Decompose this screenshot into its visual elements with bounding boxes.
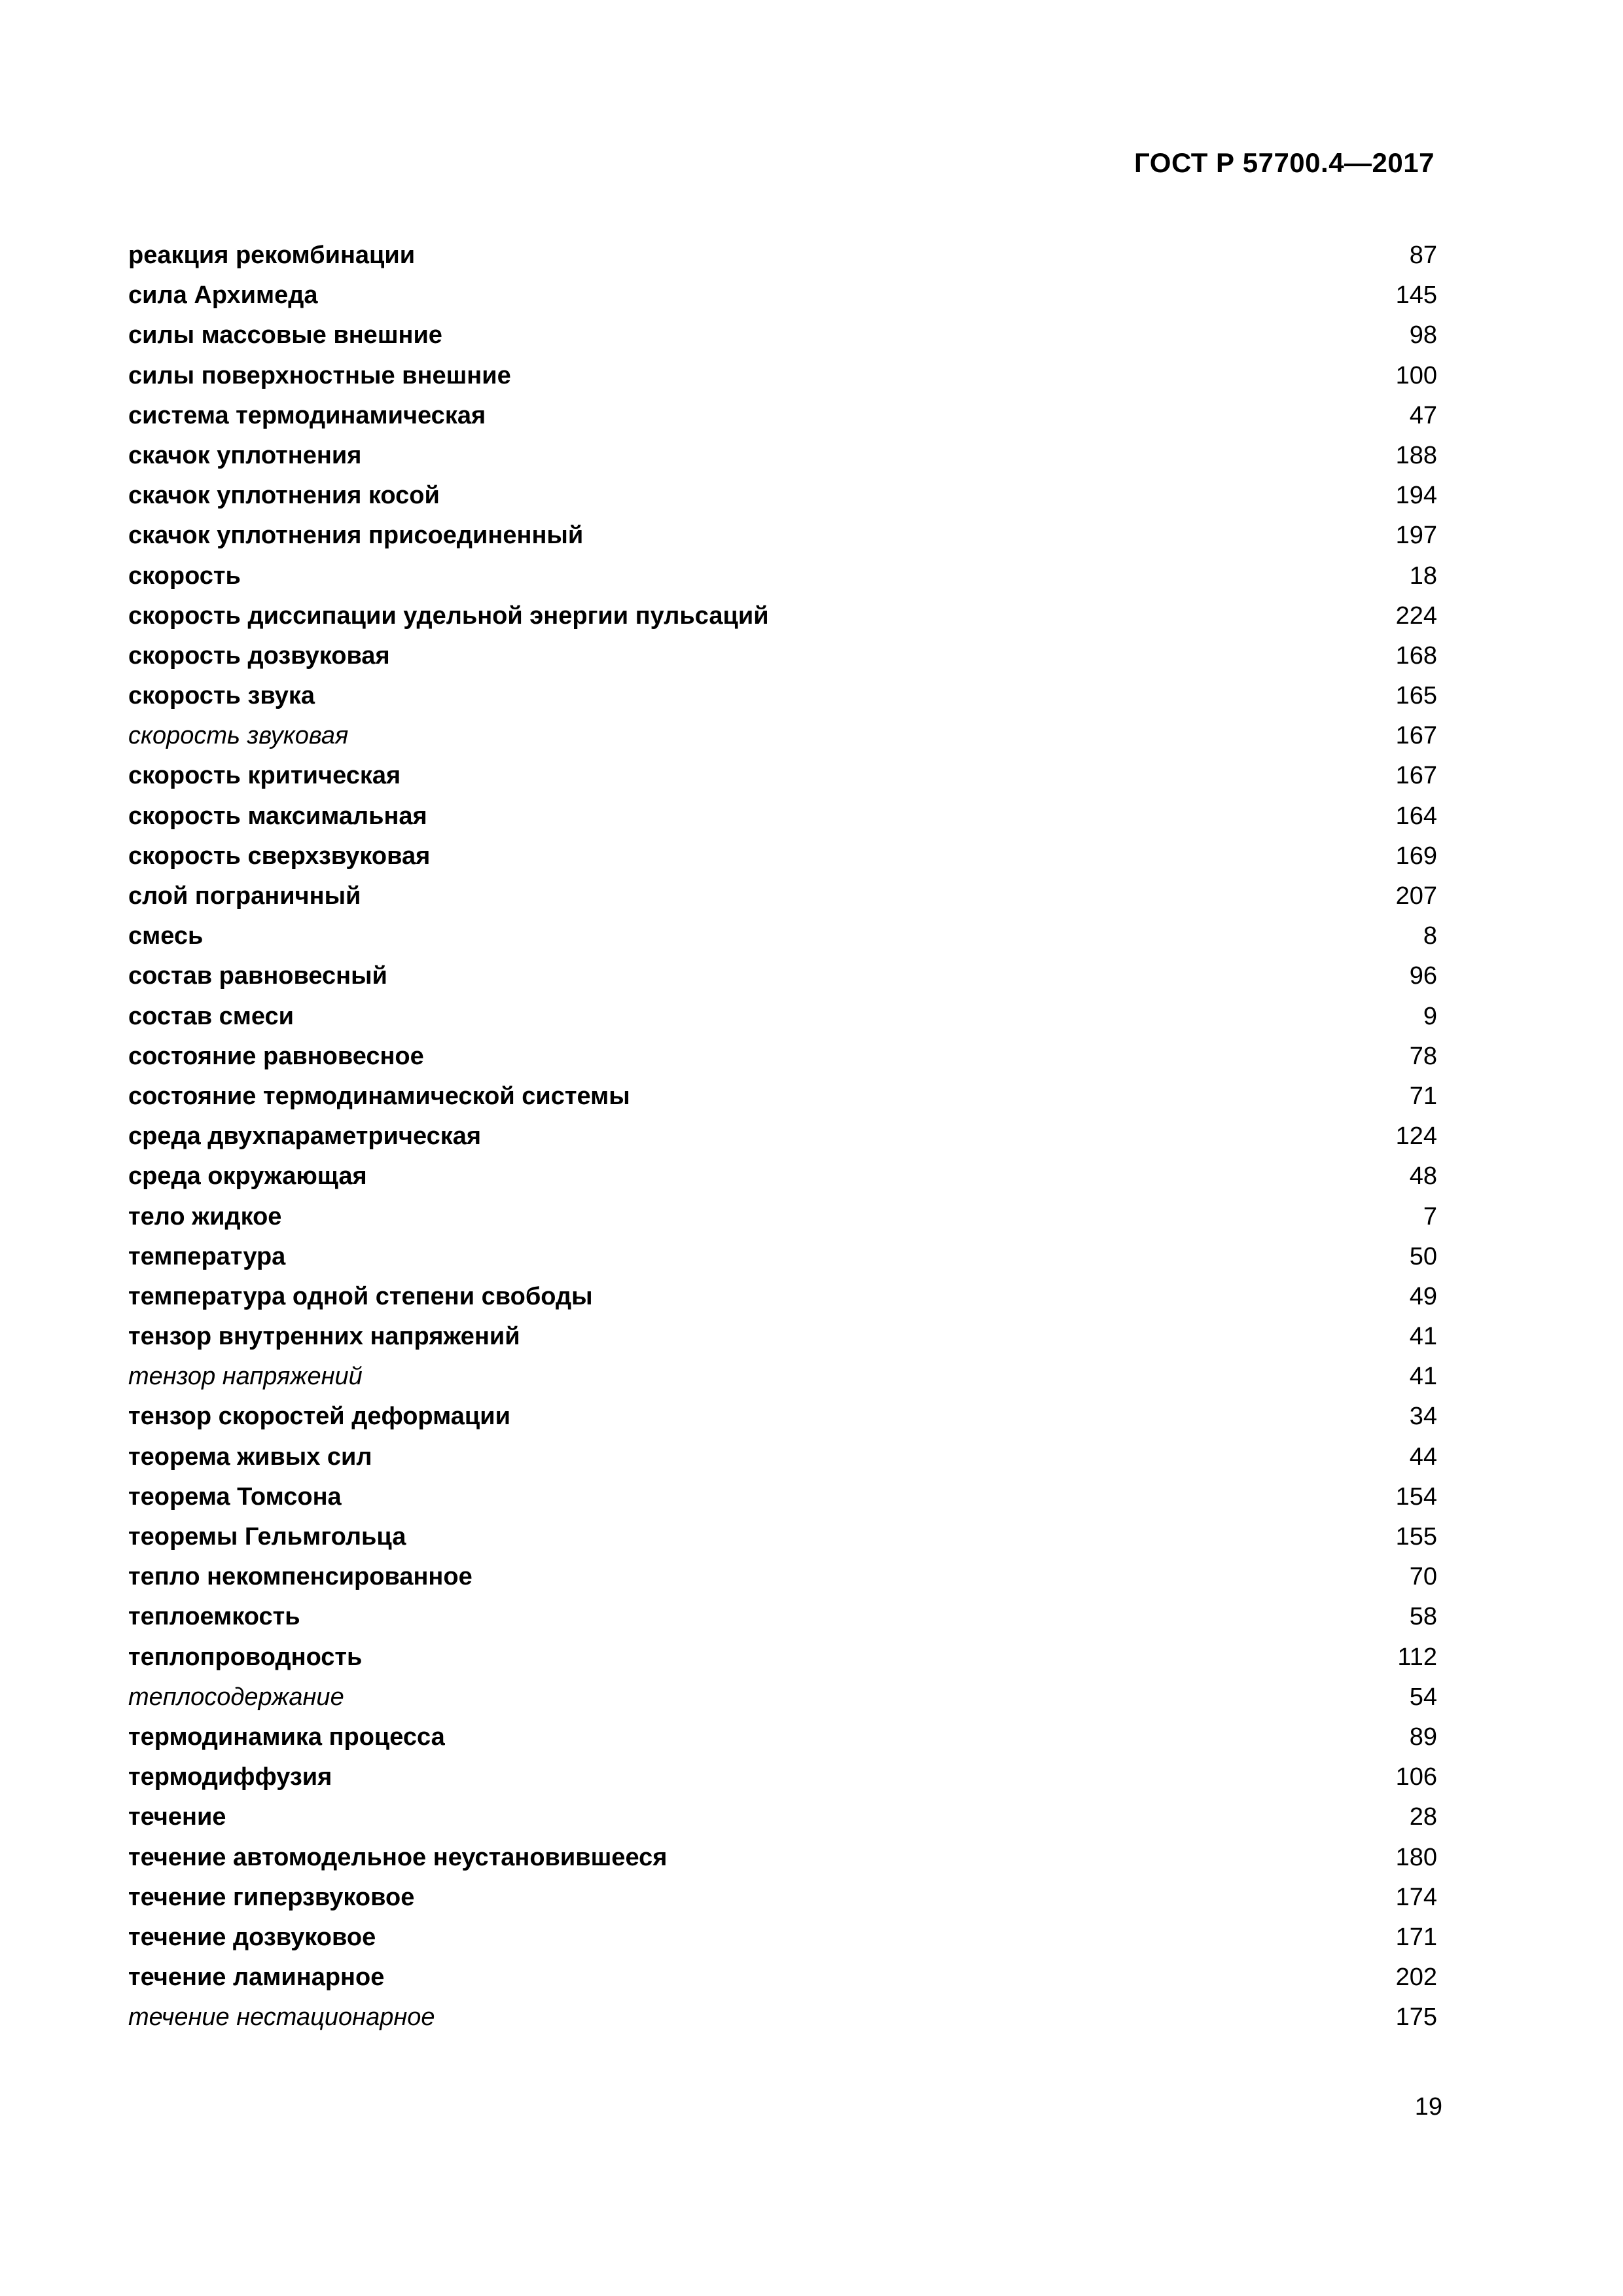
index-term: тело жидкое	[128, 1202, 282, 1230]
index-term: скорость критическая	[128, 762, 401, 790]
index-entry	[128, 1397, 1437, 1437]
index-page-reference: 49	[1409, 1282, 1437, 1310]
index-page-reference: 54	[1409, 1683, 1437, 1711]
index-term: сила Архимеда	[128, 281, 318, 310]
index-page-reference: 100	[1395, 361, 1437, 389]
index-page-reference: 8	[1423, 922, 1437, 950]
index-entry	[128, 1357, 1437, 1397]
index-entry	[128, 1797, 1437, 1837]
index-page-reference: 87	[1409, 242, 1437, 269]
index-entry	[128, 476, 1437, 516]
index-entry	[128, 676, 1437, 716]
index-page-reference: 207	[1395, 882, 1437, 910]
index-term: скачок уплотнения	[128, 441, 362, 469]
index-page-reference: 96	[1409, 962, 1437, 990]
index-page-reference: 50	[1409, 1242, 1437, 1270]
index-page-reference: 168	[1395, 641, 1437, 670]
index-page-reference: 18	[1409, 562, 1437, 590]
index-term: скорость дозвуковая	[128, 641, 390, 670]
index-page-reference: 106	[1395, 1763, 1437, 1791]
index-term: течение автомодельное неустановившееся	[128, 1843, 668, 1871]
index-entry	[128, 636, 1437, 676]
alphabetical-term-index	[128, 236, 1437, 2037]
index-entry	[128, 1717, 1437, 1757]
index-term: теорема живых сил	[128, 1443, 372, 1471]
index-page-reference: 9	[1423, 1002, 1437, 1030]
index-entry	[128, 1037, 1437, 1077]
index-term: скорость сверхзвуковая	[128, 842, 431, 870]
index-page-reference: 174	[1395, 1883, 1437, 1911]
index-page-reference: 41	[1409, 1323, 1437, 1351]
index-entry	[128, 1317, 1437, 1357]
index-page-reference: 167	[1395, 762, 1437, 790]
index-term: течение дозвуковое	[128, 1923, 376, 1951]
index-entry	[128, 356, 1437, 396]
index-term: скорость	[128, 562, 241, 590]
index-term: скачок уплотнения присоединенный	[128, 522, 584, 550]
index-entry	[128, 1157, 1437, 1196]
index-term: состояние равновесное	[128, 1042, 424, 1070]
index-entry	[128, 1517, 1437, 1557]
index-term: скорость диссипации удельной энергии пульсаций	[128, 601, 769, 630]
index-entry	[128, 716, 1437, 756]
index-term: теплосодержание	[128, 1683, 344, 1711]
index-page-reference: 112	[1397, 1643, 1437, 1671]
index-entry	[128, 756, 1437, 796]
index-term: теплоемкость	[128, 1603, 300, 1631]
index-entry	[128, 876, 1437, 916]
index-term: скорость звука	[128, 682, 315, 710]
index-page-reference: 7	[1423, 1202, 1437, 1230]
index-term: теорема Томсона	[128, 1482, 342, 1511]
index-page-reference: 180	[1395, 1843, 1437, 1871]
page-number: 19	[1414, 2093, 1442, 2121]
index-entry	[128, 1998, 1437, 2037]
index-page-reference: 47	[1409, 401, 1437, 429]
index-entry	[128, 1757, 1437, 1797]
index-term: скорость максимальная	[128, 802, 427, 830]
index-page-reference: 188	[1395, 441, 1437, 469]
index-term: течение нестационарное	[128, 2003, 435, 2032]
index-entry	[128, 516, 1437, 556]
index-page-reference: 58	[1409, 1603, 1437, 1631]
index-term: смесь	[128, 922, 204, 950]
index-entry	[128, 956, 1437, 996]
index-term: тензор внутренних напряжений	[128, 1323, 520, 1351]
index-entry	[128, 797, 1437, 836]
index-page-reference: 78	[1409, 1042, 1437, 1070]
index-entry	[128, 396, 1437, 436]
index-entry	[128, 1878, 1437, 1918]
index-entry	[128, 436, 1437, 476]
index-page-reference: 155	[1395, 1523, 1437, 1551]
index-page-reference: 194	[1395, 482, 1437, 510]
index-page-reference: 197	[1395, 522, 1437, 550]
index-term: слой пограничный	[128, 882, 361, 910]
index-entry	[128, 1437, 1437, 1477]
index-entry	[128, 1597, 1437, 1637]
index-page-reference: 202	[1395, 1964, 1437, 1992]
index-term: среда окружающая	[128, 1162, 367, 1191]
index-term: тензор напряжений	[128, 1363, 363, 1391]
index-page-reference: 224	[1395, 601, 1437, 630]
standard-code-header: ГОСТ Р 57700.4—2017	[1134, 147, 1435, 178]
index-page-reference: 164	[1395, 802, 1437, 830]
index-entry	[128, 1838, 1437, 1878]
index-entry	[128, 1677, 1437, 1717]
index-entry	[128, 1918, 1437, 1958]
index-term: скачок уплотнения косой	[128, 482, 440, 510]
index-page-reference: 145	[1395, 281, 1437, 310]
index-page-reference: 167	[1395, 722, 1437, 750]
index-page-reference: 154	[1395, 1482, 1437, 1511]
index-page-reference: 124	[1395, 1122, 1437, 1151]
index-entry	[128, 556, 1437, 596]
index-entry	[128, 236, 1437, 276]
index-entry	[128, 1638, 1437, 1677]
index-term: состояние термодинамической системы	[128, 1082, 630, 1110]
index-entry	[128, 1237, 1437, 1277]
index-page-reference: 44	[1409, 1443, 1437, 1471]
index-term: термодиффузия	[128, 1763, 332, 1791]
index-term: состав равновесный	[128, 962, 387, 990]
index-page-reference: 169	[1395, 842, 1437, 870]
index-page-reference: 89	[1409, 1723, 1437, 1751]
index-entry	[128, 916, 1437, 956]
index-term: среда двухпараметрическая	[128, 1122, 482, 1151]
index-term: тензор скоростей деформации	[128, 1403, 510, 1431]
index-entry	[128, 1477, 1437, 1517]
index-term: скорость звуковая	[128, 722, 349, 750]
index-entry	[128, 1557, 1437, 1597]
index-entry	[128, 1277, 1437, 1317]
index-term: силы массовые внешние	[128, 321, 442, 350]
index-entry	[128, 836, 1437, 876]
index-page-reference: 70	[1409, 1563, 1437, 1591]
index-page-reference: 165	[1395, 682, 1437, 710]
index-entry	[128, 1197, 1437, 1237]
index-term: состав смеси	[128, 1002, 294, 1030]
index-page-reference: 98	[1409, 321, 1437, 350]
index-page-reference: 28	[1409, 1803, 1437, 1831]
index-entry	[128, 1117, 1437, 1157]
index-term: течение гиперзвуковое	[128, 1883, 415, 1911]
index-entry	[128, 1077, 1437, 1117]
index-page-reference: 171	[1395, 1923, 1437, 1951]
index-term: температура одной степени свободы	[128, 1282, 593, 1310]
index-page-reference: 34	[1409, 1403, 1437, 1431]
index-page-reference: 41	[1409, 1363, 1437, 1391]
index-term: термодинамика процесса	[128, 1723, 445, 1751]
index-entry	[128, 997, 1437, 1037]
index-page-reference: 48	[1409, 1162, 1437, 1191]
index-term: теплопроводность	[128, 1643, 363, 1671]
index-term: теоремы Гельмгольца	[128, 1523, 406, 1551]
index-term: течение ламинарное	[128, 1964, 385, 1992]
index-page-reference: 175	[1395, 2003, 1437, 2032]
index-term: система термодинамическая	[128, 401, 486, 429]
index-term: течение	[128, 1803, 226, 1831]
index-term: реакция рекомбинации	[128, 242, 416, 269]
index-term: тепло некомпенсированное	[128, 1563, 473, 1591]
index-term: температура	[128, 1242, 286, 1270]
index-page-reference: 71	[1409, 1082, 1437, 1110]
index-entry	[128, 596, 1437, 636]
index-entry	[128, 315, 1437, 355]
index-entry	[128, 1958, 1437, 1998]
index-term: силы поверхностные внешние	[128, 361, 511, 389]
index-entry	[128, 276, 1437, 315]
